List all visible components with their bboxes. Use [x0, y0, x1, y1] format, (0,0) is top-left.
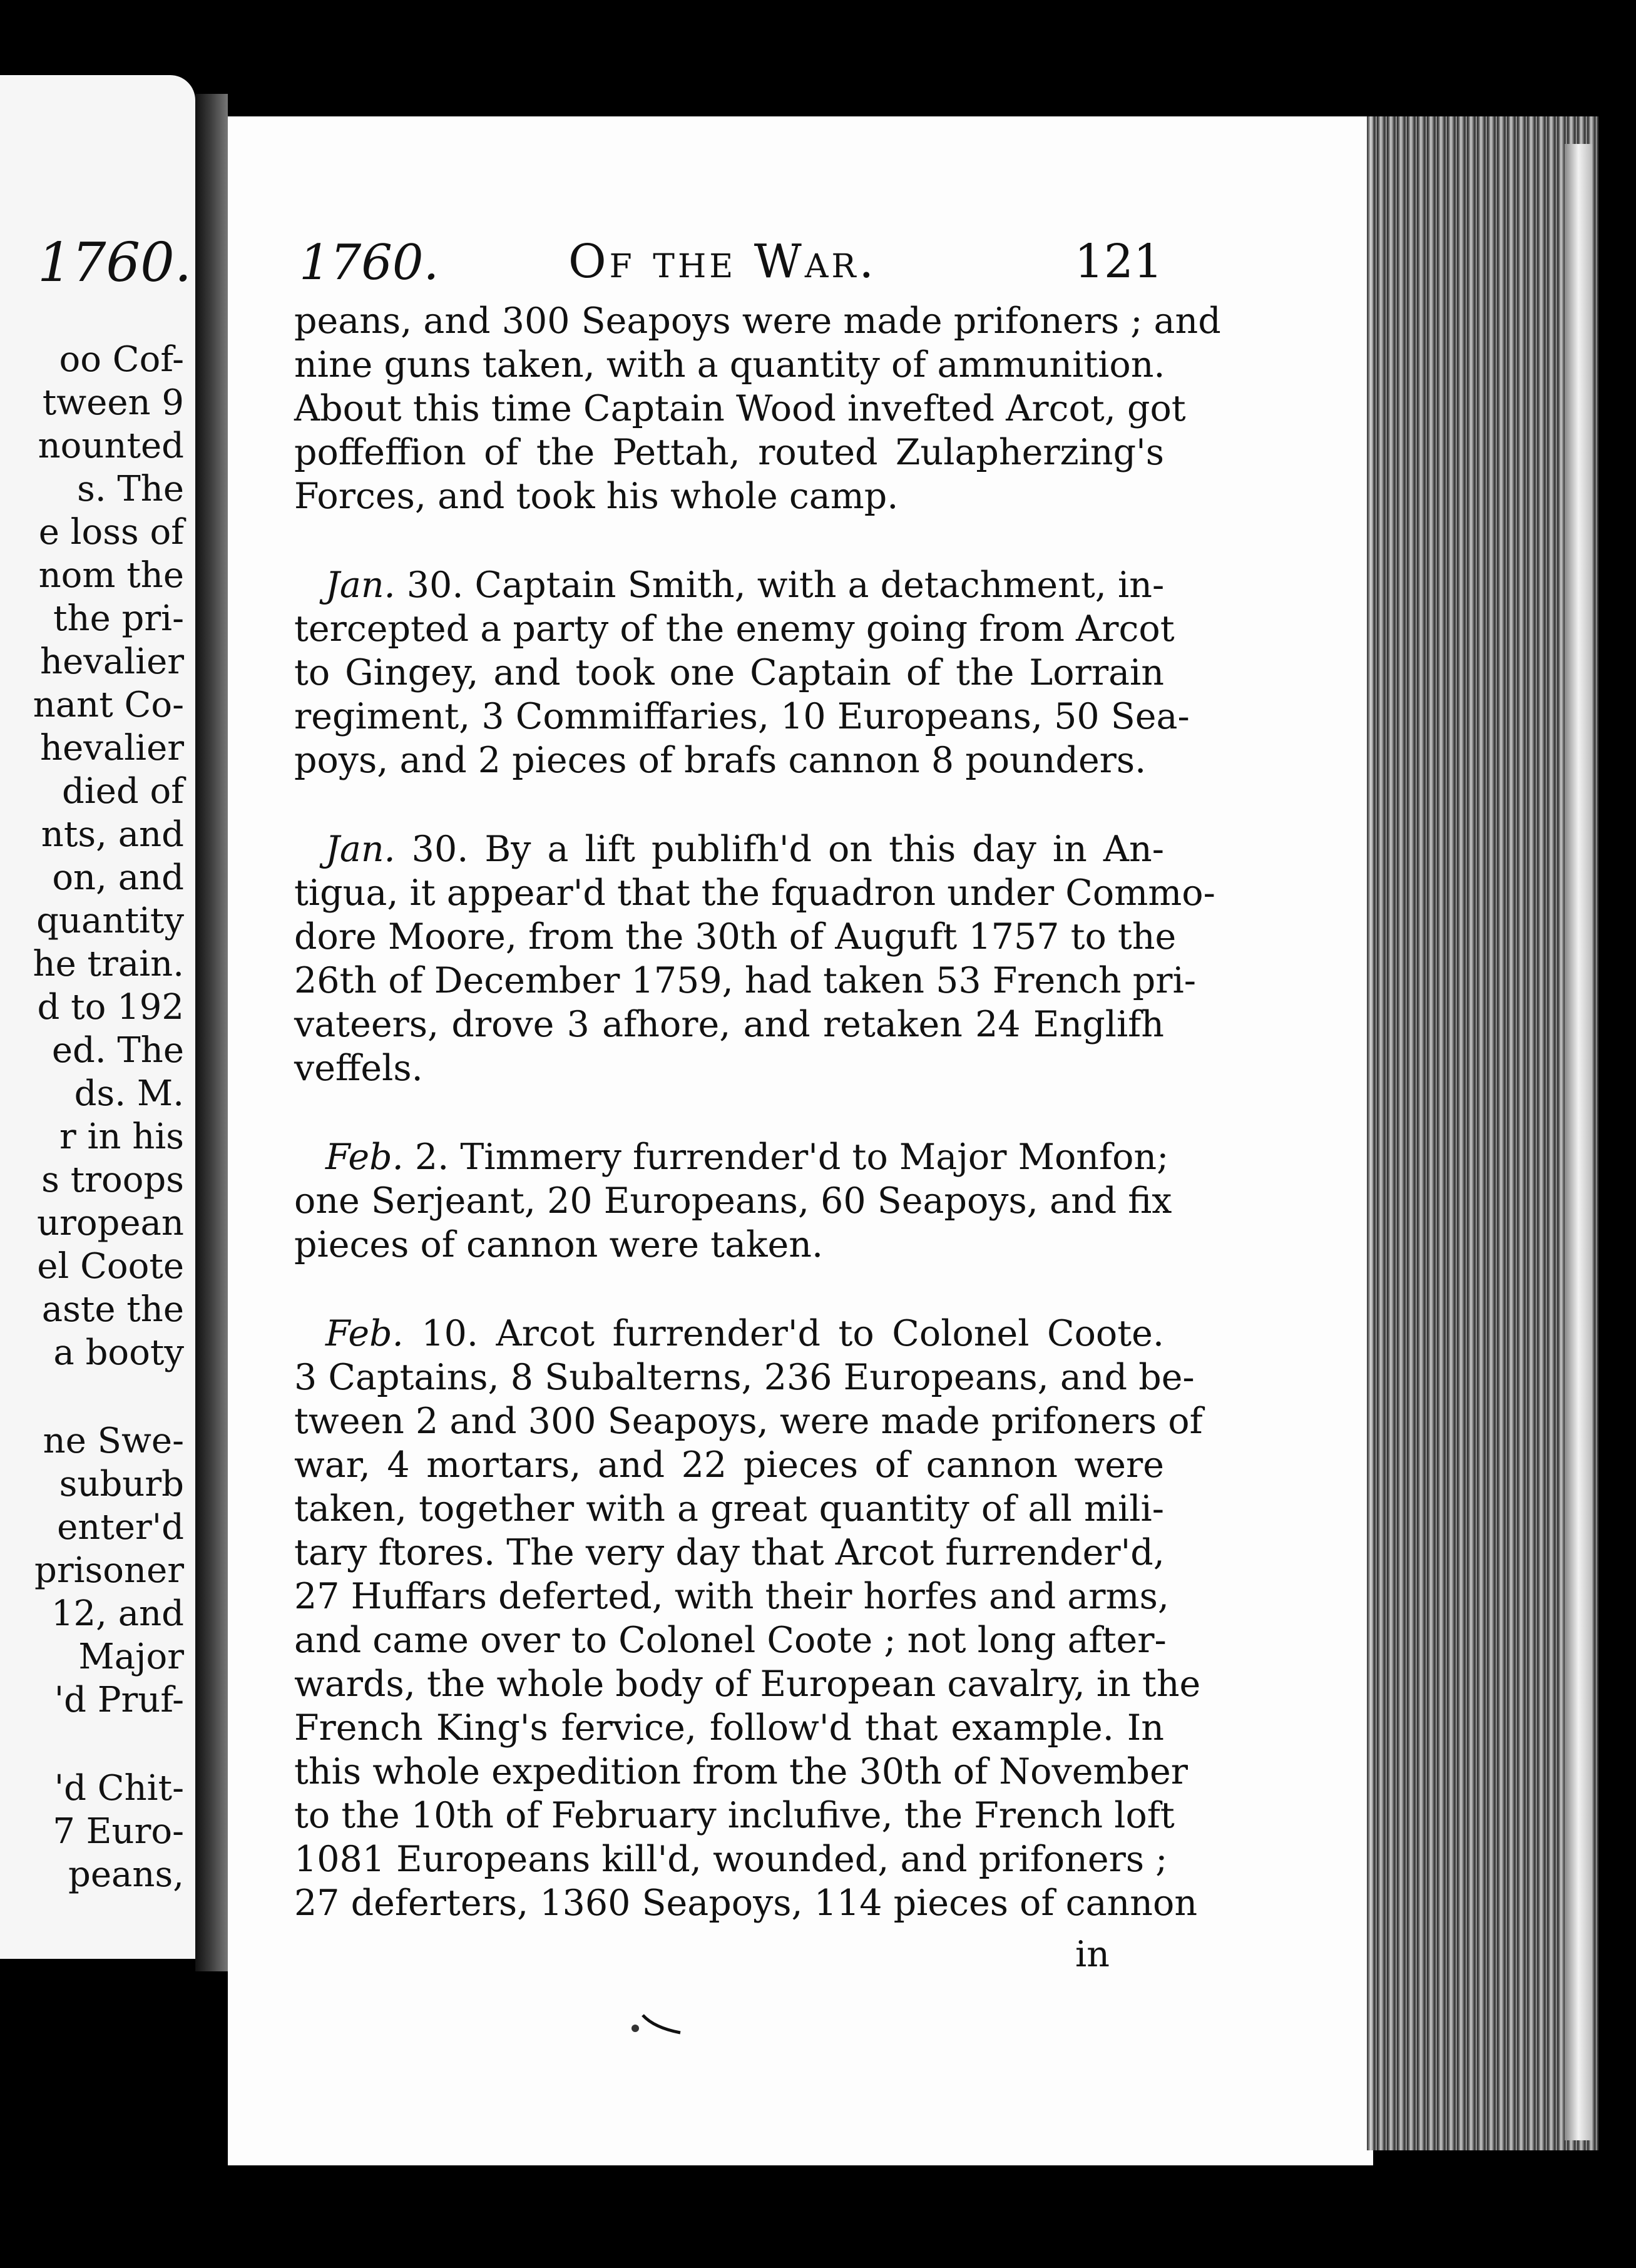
paragraph: [294, 563, 1190, 782]
text-line: poys, and 2 pieces of brafs cannon 8 pounders.: [294, 740, 1147, 781]
facing-page-line: prisoner: [34, 1550, 184, 1591]
text-line: About this time Captain Wood invefted Arcot, got: [294, 388, 1186, 429]
facing-page-gap: [0, 1722, 184, 1767]
entry-date: Jan.: [325, 564, 396, 606]
facing-page-line: nounted: [38, 426, 184, 466]
paragraph: [294, 827, 1215, 1090]
ink-mark: [629, 2008, 685, 2039]
entry-text: 10. Arcot furrender'd to Colonel Coote.: [403, 1313, 1164, 1354]
facing-page-line: nom the: [38, 555, 184, 596]
entry-date: Feb.: [325, 1137, 404, 1178]
text-line: [294, 1135, 1169, 1179]
text-line: [294, 1312, 1164, 1356]
facing-page-line: nant Co-: [33, 685, 184, 725]
text-line: 3 Captains, 8 Subalterns, 236 Europeans, and be-: [294, 1357, 1195, 1398]
text-line: tercepted a party of the enemy going from Arcot: [294, 608, 1175, 650]
facing-page-line: 12, and: [51, 1593, 184, 1634]
facing-page-line: el Coote: [37, 1246, 184, 1287]
text-line: [294, 827, 1164, 871]
facing-page-line: a booty: [53, 1332, 184, 1373]
page-edges: [1367, 116, 1598, 2150]
running-head-year: 1760.: [299, 235, 439, 291]
facing-page-line: ds. M.: [74, 1073, 184, 1114]
text-line: tween 2 and 300 Seapoys, were made prifoners of: [294, 1401, 1203, 1442]
text-line: veffels.: [294, 1048, 423, 1089]
facing-page-year: 1760.: [38, 232, 192, 294]
facing-page-line: oo Cof-: [59, 339, 184, 380]
text-line: wards, the whole body of European cavalry, in the: [294, 1663, 1201, 1705]
paragraph: [294, 1135, 1172, 1267]
facing-page-line: peans,: [68, 1854, 184, 1895]
text-line: peans, and 300 Seapoys were made prifoners ; and: [294, 300, 1221, 342]
facing-page-line: r in his: [59, 1116, 184, 1157]
text-line: French King's fervice, follow'd that example. In: [294, 1707, 1164, 1749]
text-line: regiment, 3 Commiffaries, 10 Europeans, 50 Sea-: [294, 696, 1190, 737]
text-line: to Gingey, and took one Captain of the Lorrain: [294, 652, 1164, 693]
text-line: Forces, and took his whole camp.: [294, 476, 899, 517]
paragraph-gap: [294, 782, 1164, 827]
page-number: 121: [1074, 235, 1163, 289]
entry-text: 2. Timmery furrender'd to Major Monfon;: [403, 1137, 1169, 1178]
facing-page-line: tween 9: [42, 382, 184, 423]
facing-page-line: s. The: [77, 469, 184, 509]
facing-page-line: s troops: [41, 1160, 184, 1200]
facing-page-line: nts, and: [41, 814, 184, 855]
text-line: nine guns taken, with a quantity of ammunition.: [294, 344, 1165, 386]
text-line: tigua, it appear'd that the fquadron under Commo-: [294, 872, 1215, 914]
paragraph-gap: [294, 1267, 1164, 1312]
catchword: in: [1075, 1934, 1110, 1975]
facing-page-text: [0, 338, 184, 1896]
facing-page-line: d to 192: [37, 987, 184, 1028]
text-line: 26th of December 1759, had taken 53 French pri-: [294, 960, 1196, 1001]
facing-page-line: 'd Pruf-: [54, 1680, 184, 1720]
text-line: [294, 563, 1164, 607]
facing-page-line: aste the: [41, 1289, 184, 1330]
text-line: one Serjeant, 20 Europeans, 60 Seapoys, and fix: [294, 1180, 1172, 1222]
entry-date: Feb.: [325, 1313, 404, 1354]
facing-page-line: e loss of: [38, 512, 184, 553]
facing-page-line: 7 Euro-: [53, 1811, 184, 1852]
body-text: [294, 299, 1221, 1925]
paragraph: [294, 299, 1221, 518]
facing-page-line: enter'd: [57, 1507, 184, 1548]
page-edge-highlight: [1565, 144, 1592, 2140]
facing-page-line: hevalier: [40, 641, 184, 682]
text-line: 27 Huffars deferted, with their horfes and arms,: [294, 1576, 1169, 1617]
facing-page-line: suburb: [59, 1464, 184, 1504]
text-line: tary ftores. The very day that Arcot furrender'd,: [294, 1532, 1165, 1573]
facing-page-left: [0, 75, 195, 1959]
book-gutter: [195, 94, 228, 1971]
facing-page-line: on, and: [52, 857, 184, 898]
entry-text: 30. Captain Smith, with a detachment, in-: [395, 564, 1165, 606]
facing-page-line: 'd Chit-: [54, 1768, 184, 1809]
running-head: [299, 228, 1163, 297]
entry-text: 30. By a lift publifh'd on this day in An-: [395, 829, 1164, 870]
paragraph-gap: [294, 1090, 1164, 1135]
running-head-title: Of the War.: [568, 235, 877, 289]
text-line: vateers, drove 3 afhore, and retaken 24 Englifh: [294, 1004, 1164, 1045]
text-line: pieces of cannon were taken.: [294, 1224, 824, 1265]
text-line: 1081 Europeans kill'd, wounded, and prifoners ;: [294, 1839, 1168, 1880]
text-line: taken, together with a great quantity of all mili-: [294, 1488, 1164, 1530]
facing-page-gap: [0, 1374, 184, 1419]
facing-page-line: ne Swe-: [43, 1421, 184, 1461]
facing-page-line: uropean: [37, 1203, 184, 1244]
facing-page-line: quantity: [36, 901, 184, 941]
facing-page-line: died of: [62, 771, 184, 812]
facing-page-line: ed. The: [51, 1030, 184, 1071]
paragraph: [294, 1312, 1203, 1925]
entry-date: Jan.: [325, 829, 396, 870]
text-line: 27 deferters, 1360 Seapoys, 114 pieces of cannon: [294, 1882, 1198, 1924]
text-line: and came over to Colonel Coote ; not long after-: [294, 1620, 1167, 1661]
text-line: dore Moore, from the 30th of Auguft 1757 to the: [294, 916, 1177, 958]
text-line: war, 4 mortars, and 22 pieces of cannon were: [294, 1444, 1164, 1486]
facing-page-line: the pri-: [53, 598, 184, 639]
facing-page-line: hevalier: [40, 728, 184, 769]
text-line: this whole expedition from the 30th of November: [294, 1751, 1188, 1792]
text-line: to the 10th of February inclufive, the French loft: [294, 1795, 1175, 1836]
text-line: poffeffion of the Pettah, routed Zulapherzing's: [294, 432, 1164, 473]
facing-page-line: he train.: [33, 944, 184, 984]
facing-page-line: Major: [78, 1637, 184, 1677]
paragraph-gap: [294, 518, 1164, 563]
